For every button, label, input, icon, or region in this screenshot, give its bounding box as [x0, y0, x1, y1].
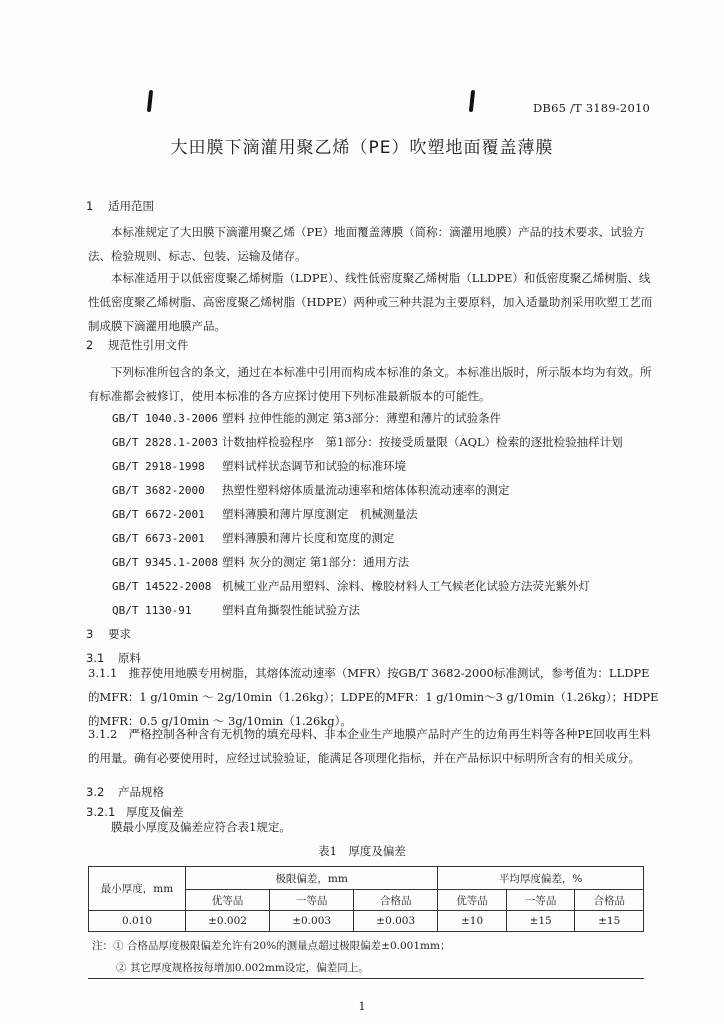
table-header-cell: 合格品 [575, 890, 644, 911]
section-title: 原料 [118, 651, 141, 665]
reference-code: GB/T 2828.1-2003 [112, 436, 218, 449]
table-note-2: ② 其它厚度规格按每增加0.002mm设定，偏差同上。 [116, 962, 369, 974]
page-number: 1 [358, 1000, 366, 1013]
reference-item [112, 410, 501, 426]
table-cell: 0.010 [89, 911, 186, 932]
section-title: 规范性引用文件 [108, 338, 189, 352]
reference-title: 塑料直角撕裂性能试验方法 [222, 603, 360, 617]
section-1-paragraph-1: 本标准规定了大田膜下滴灌用聚乙烯（PE）地面覆盖薄膜（简称：滴灌用地膜）产品的技术要求、试验方法、检验规则、标志、包装、运输及储存。 [88, 225, 645, 263]
table-header-cell: 极限偏差，mm [186, 867, 438, 890]
table-note-1: 注：① 合格品厚度极限偏差允许有20%的测量点超过极限偏差±0.001mm； [92, 940, 451, 952]
table-cell: ±10 [438, 911, 507, 932]
reference-code: QB/T 1130-91 [112, 604, 192, 617]
section-1-paragraph-2: 本标准适用于以低密度聚乙烯树脂（LDPE）、线性低密度聚乙烯树脂（LLDPE）和低密度聚乙烯树脂、线性低密度聚乙烯树脂、高密度聚乙烯树脂（HDPE）两种或三种共混为主要原料，加入适量助剂采用吹塑工艺而制成膜下滴灌用地膜产品。 [88, 271, 653, 333]
table-header-row [89, 867, 644, 890]
section-title: 厚度及偏差 [126, 805, 184, 819]
table-header-cell: 平均厚度偏差，% [438, 867, 644, 890]
table-header-cell: 一等品 [270, 890, 354, 911]
table-cell: ±0.003 [354, 911, 438, 932]
reference-item [112, 434, 623, 450]
clause-3-1-1: 3.1.1 推荐使用地膜专用树脂，其熔体流动速率（MFR）按GB/T 3682-2000标准测试，参考值为：LLDPE的MFR：1 g/10min ～ 2g/10min（1.26kg）；LDPE的MFR：1 g/10min～3 g/10min（1.26kg）；HDPE的MFR：0.5 g/10min ～ 3g/10min（1.26kg）。 [88, 666, 659, 728]
reference-code: GB/T 6673-2001 [112, 532, 205, 545]
clause-3-1-2: 3.1.2 严格控制各种含有无机物的填充母料、非本企业生产地膜产品时产生的边角再生料等各种PE回收再生料的用量。确有必要使用时，应经过试验验证，能满足各项理化指标，并在产品标识中标明所含有的相关成分。 [88, 727, 651, 765]
table-header-cell: 合格品 [354, 890, 438, 911]
reference-item [112, 578, 590, 594]
clause-3-2-1-text: 膜最小厚度及偏差应符合表1规定。 [111, 820, 291, 834]
reference-item [112, 554, 409, 570]
reference-title: 塑料试样状态调节和试验的标准环境 [222, 459, 406, 473]
table-cell: ±0.002 [186, 911, 270, 932]
reference-item [112, 482, 510, 498]
reference-item [112, 458, 406, 474]
section-number: 2 [86, 338, 94, 352]
section-number: 3.2 [86, 785, 105, 799]
section-3-2-heading [86, 784, 164, 800]
reference-item [112, 602, 360, 618]
binding-mark-left [147, 90, 153, 112]
reference-code: GB/T 2918-1998 [112, 460, 205, 473]
section-2-paragraph: 下列标准所包含的条文，通过在本标准中引用而构成本标准的条文。本标准出版时，所示版本均为有效。所有标准都会被修订，使用本标准的各方应探讨使用下列标准最新版本的可能性。 [88, 365, 652, 403]
table-caption: 表1 厚度及偏差 [318, 844, 406, 858]
reference-code: GB/T 9345.1-2008 [112, 556, 218, 569]
table-header-cell: 一等品 [506, 890, 575, 911]
thickness-table [88, 866, 644, 932]
section-number: 3.2.1 [86, 805, 116, 819]
reference-code: GB/T 3682-2000 [112, 484, 205, 497]
section-number: 1 [86, 199, 94, 213]
reference-title: 塑料 拉伸性能的测定 第3部分：薄塑和薄片的试验条件 [222, 411, 502, 425]
table-cell: ±15 [575, 911, 644, 932]
table-row [89, 911, 644, 932]
table-header-cell: 最小厚度，mm [89, 867, 186, 911]
reference-code: GB/T 6672-2001 [112, 508, 205, 521]
reference-code: GB/T 14522-2008 [112, 580, 212, 593]
section-title: 适用范围 [108, 199, 154, 213]
reference-code: GB/T 1040.3-2006 [112, 412, 218, 425]
document-title: 大田膜下滴灌用聚乙烯（PE）吹塑地面覆盖薄膜 [170, 138, 554, 158]
reference-item [112, 506, 418, 522]
reference-title: 塑料薄膜和薄片厚度测定 机械测量法 [222, 507, 418, 521]
table-cell: ±0.003 [270, 911, 354, 932]
reference-item [112, 530, 395, 546]
section-title: 产品规格 [118, 785, 164, 799]
reference-title: 塑料 灰分的测定 第1部分：通用方法 [222, 555, 410, 569]
standard-code: DB65 /T 3189-2010 [533, 101, 650, 115]
table-note-bottom-rule [88, 978, 644, 979]
table-header-cell: 优等品 [186, 890, 270, 911]
section-number: 3 [86, 627, 94, 641]
section-1-heading [86, 198, 154, 214]
section-number: 3.1 [86, 651, 105, 665]
reference-title: 热塑性塑料熔体质量流动速率和熔体体积流动速率的测定 [222, 483, 510, 497]
binding-mark-right [469, 90, 475, 112]
section-2-heading [86, 337, 189, 353]
section-3-heading [86, 626, 131, 642]
table-cell: ±15 [506, 911, 575, 932]
section-title: 要求 [108, 627, 131, 641]
reference-title: 机械工业产品用塑料、涂料、橡胶材料人工气候老化试验方法荧光紫外灯 [222, 579, 590, 593]
table-header-cell: 优等品 [438, 890, 507, 911]
reference-title: 计数抽样检验程序 第1部分：按接受质量限（AQL）检索的逐批检验抽样计划 [222, 435, 623, 449]
reference-title: 塑料薄膜和薄片长度和宽度的测定 [222, 531, 395, 545]
